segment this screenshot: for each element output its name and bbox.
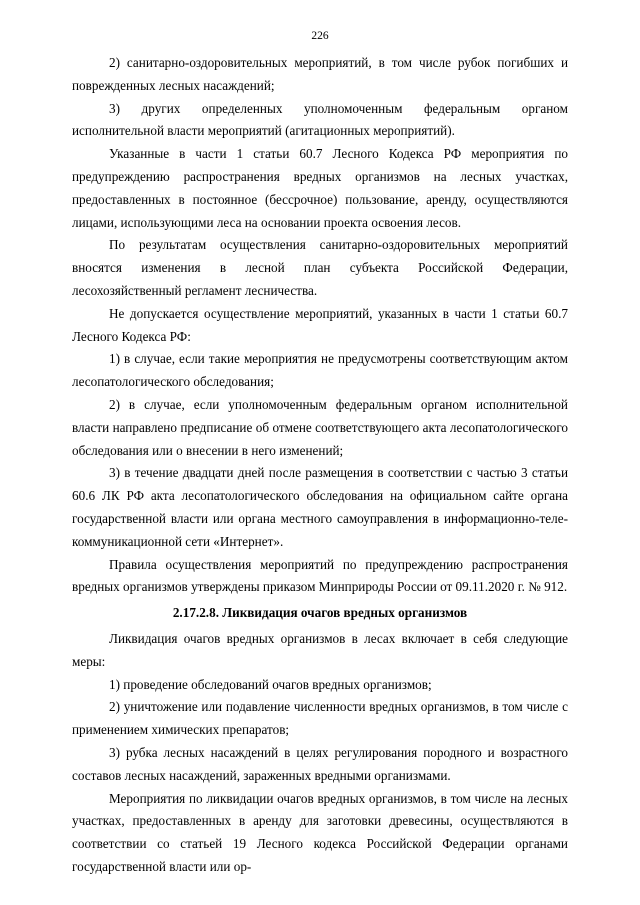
paragraph: 2) в случае, если уполномоченным федеральным органом исполнительной власти направлено предписание об отмене соответствующего акта лесопатологического обследования или о внесении в него изменений;: [72, 396, 568, 458]
paragraph: 3) других определенных уполномоченным федеральным органом исполнительной власти мероприятий (агитационных мероприятий).: [72, 100, 568, 139]
paragraph: Правила осуществления мероприятий по предупреждению распространения вредных организмов утверждены приказом Минприроды России от 09.11.2020 г. № 912.: [72, 556, 568, 595]
paragraph: По результатам осуществления санитарно-оздоровительных мероприятий вносятся изменения в лесной план субъекта Российской Федерации, лесохозяйственный регламент лесничества.: [72, 237, 568, 298]
page-number: 226: [311, 30, 329, 42]
paragraph: Не допускается осуществление мероприятий, указанных в части 1 статьи 60.7 Лесного Кодекса РФ:: [72, 305, 568, 344]
paragraph: 2) санитарно-оздоровительных мероприятий, в том числе рубок погибших и поврежденных лесных насаждений;: [72, 55, 568, 93]
paragraph: 1) проведение обследований очагов вредных организмов;: [109, 676, 432, 692]
document-body: [72, 52, 568, 879]
paragraph: Указанные в части 1 статьи 60.7 Лесного Кодекса РФ мероприятия по предупреждению распространения вредных организмов на лесных участках, предоставленных в постоянное (бессрочное) пользование, аренду, осуществляются лицами, использующими леса на основании проекта освоения лесов.: [72, 146, 568, 230]
paragraph: 3) в течение двадцати дней после размещения в соответствии с частью 3 статьи 60.6 ЛК РФ акта лесопатологического обследования на официальном сайте органа государственной власти или органа местного самоуправления в информационно-теле-коммуникационной сети «Интернет».: [72, 465, 568, 549]
paragraph: 1) в случае, если такие мероприятия не предусмотрены соответствующим актом лесопатологического обследования;: [72, 351, 568, 390]
paragraph: Ликвидация очагов вредных организмов в лесах включает в себя следующие меры:: [72, 630, 568, 669]
section-heading: 2.17.2.8. Ликвидация очагов вредных организмов: [172, 605, 468, 621]
paragraph: Мероприятия по ликвидации очагов вредных организмов, в том числе на лесных участках, предоставленных в аренду для заготовки древесины, осуществляются в соответствии со статьей 19 Лесного кодекса Российской Федерации органами государственной власти или ор-: [72, 790, 568, 874]
paragraph: 2) уничтожение или подавление численности вредных организмов, в том числе с применением химических препаратов;: [72, 699, 568, 738]
paragraph: 3) рубка лесных насаждений в целях регулирования породного и возрастного составов лесных насаждений, зараженных вредными организмами.: [72, 744, 568, 783]
